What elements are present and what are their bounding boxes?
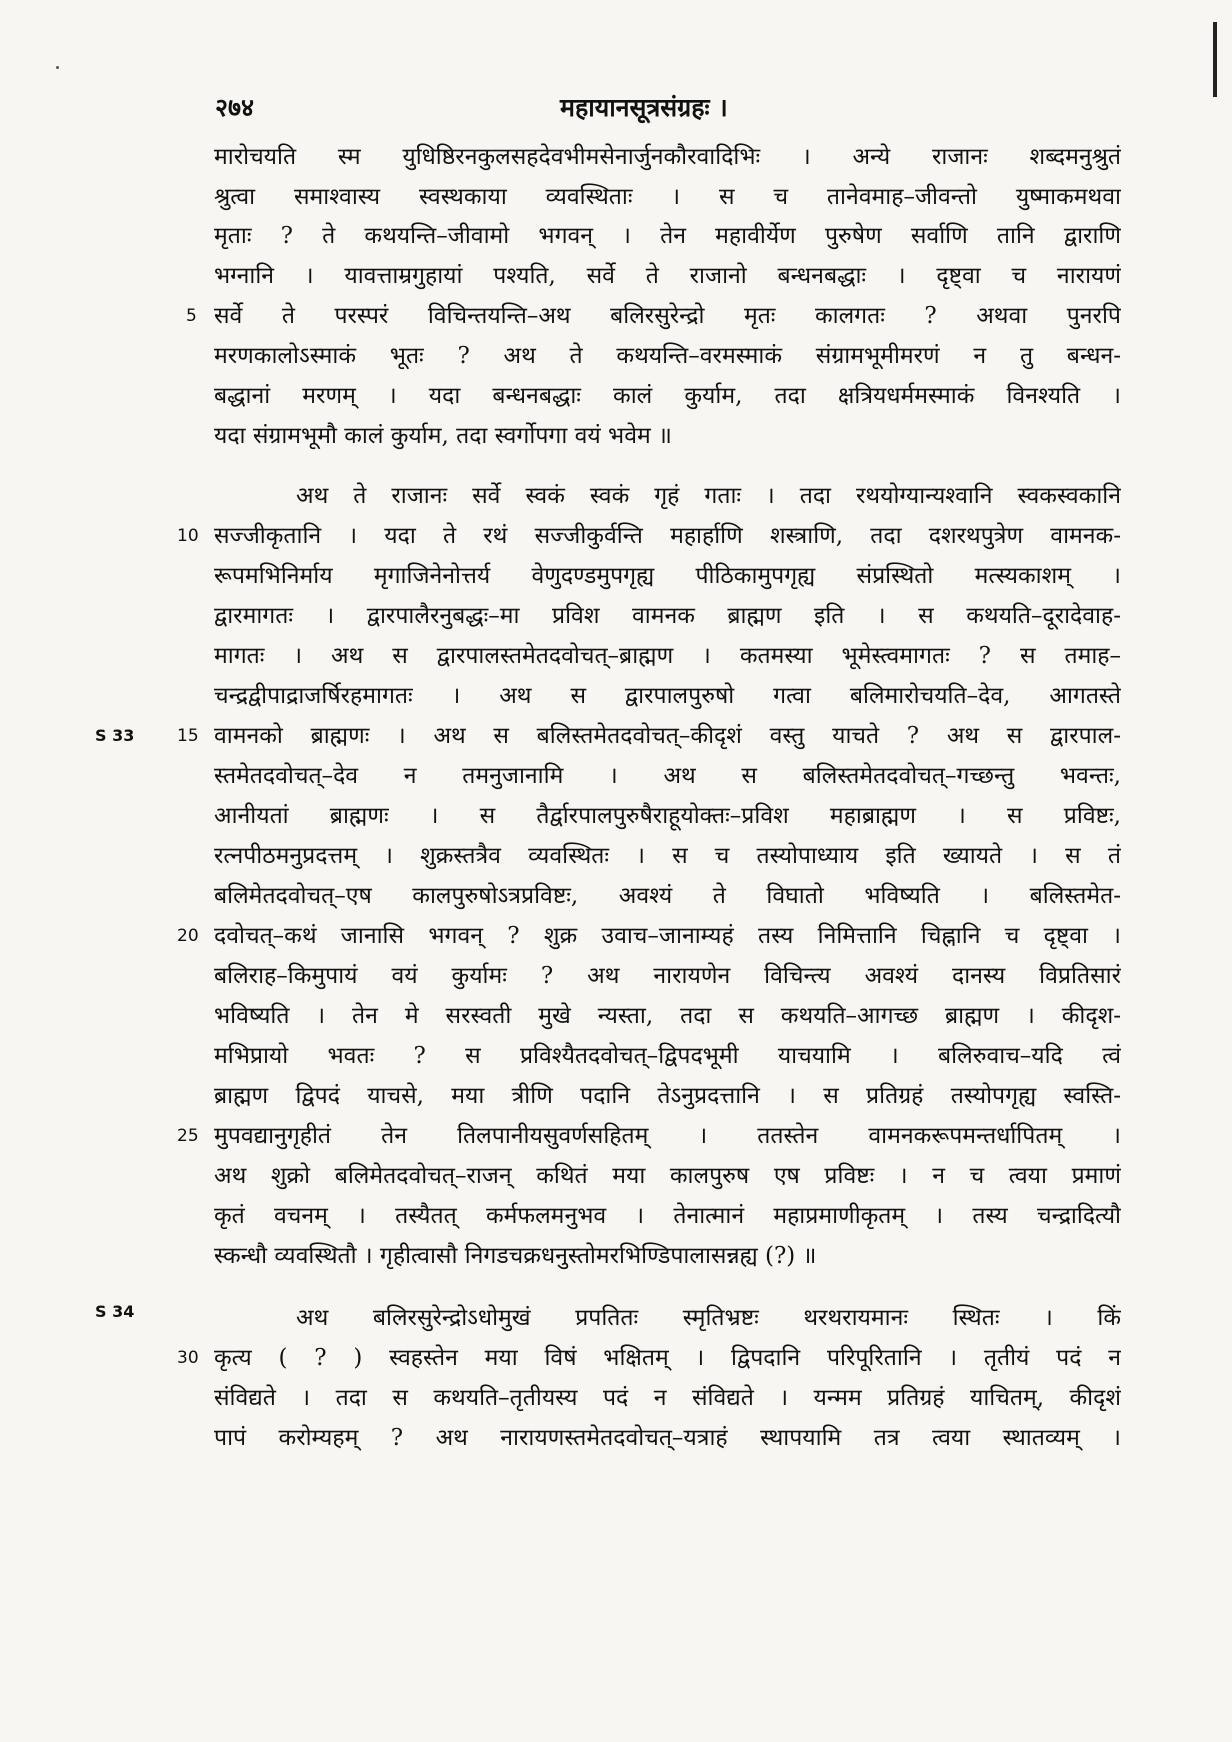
page-header	[0, 90, 1232, 130]
text-line: संविद्यते । तदा स कथयति–तृतीयस्य पदं न संविद्यते । यन्मम प्रतिग्रहं याचितम्, कीदृशं	[214, 1385, 1121, 1411]
text-line: बद्धानां मरणम् । यदा बन्धनबद्धाः कालं कुर्याम, तदा क्षत्रियधर्ममस्माकं विनश्यति ।	[214, 383, 1121, 409]
text-line: कृत्य ( ? ) स्वहस्तेन मया विषं भक्षितम् । द्विपदानि परिपूरितानि । तृतीयं पदं न	[214, 1345, 1121, 1371]
text-line: बलिमेतदवोचत्–एष कालपुरुषोऽत्रप्रविष्टः, अवश्यं ते विघातो भविष्यति । बलिस्तमेत-	[214, 883, 1121, 909]
text-line: सर्वे ते परस्परं विचिन्तयन्ति–अथ बलिरसुरेन्द्रो मृतः कालगतः ? अथवा पुनरपि	[214, 303, 1121, 329]
text-line: मागतः । अथ स द्वारपालस्तमेतदवोचत्–ब्राह्मण । कतमस्या भूमेस्त्वमागतः ? स तमाह–	[214, 643, 1121, 669]
text-line: भग्नानि । यावत्ताम्रगुहायां पश्यति, सर्वे ते राजानो बन्धनबद्धाः । दृष्ट्वा च नारायणं	[214, 263, 1121, 289]
page-number: २७४	[215, 93, 255, 122]
text-line: भविष्यति । तेन मे सरस्वती मुखे न्यस्ता, तदा स कथयति–आगच्छ ब्राह्मण । कीदृश-	[214, 1003, 1121, 1029]
text-line: चन्द्रद्वीपाद्राजर्षिरहमागतः । अथ स द्वारपालपुरुषो गत्वा बलिमारोचयति–देव, आगतस्ते	[214, 683, 1121, 709]
text-line: रूपमभिनिर्माय मृगाजिनेनोत्तर्य वेणुदण्डमुपगृह्य पीठिकामुपगृह्य संप्रस्थितो मत्स्यकाशम् ।	[214, 563, 1121, 589]
text-line: श्रुत्वा समाश्वास्य स्वस्थकाया व्यवस्थिताः । स च तानेवमाह–जीवन्तो युष्माकमथवा	[214, 184, 1121, 210]
text-line: मरणकालोऽस्माकं भूतः ? अथ ते कथयन्ति–वरमस्माकं संग्रामभूमीमरणं न तु बन्धन-	[214, 343, 1121, 369]
running-title: महायानसूत्रसंग्रहः ।	[560, 93, 728, 122]
text-line: स्कन्धौ व्यवस्थितौ । गृहीत्वासौ निगडचक्रधनुस्तोमरभिण्डिपालासन्नह्य (?) ॥	[214, 1243, 817, 1269]
text-line: कृतं वचनम् । तस्यैतत् कर्मफलमनुभव । तेनात्मानं महाप्रमाणीकृतम् । तस्य चन्द्रादित्यौ	[214, 1203, 1121, 1229]
text-line: यदा संग्रामभूमौ कालं कुर्याम, तदा स्वर्गोपगा वयं भवेम ॥	[214, 423, 672, 449]
text-line: पापं करोम्यहम् ? अथ नारायणस्तमेतदवोचत्–यत्राहं स्थापयामि तत्र त्वया स्थातव्यम् ।	[214, 1425, 1121, 1451]
text-line: आनीयतां ब्राह्मणः । स तैर्द्वारपालपुरुषैराहूयोक्तः–प्रविश महाब्राह्मण । स प्रविष्टः,	[214, 803, 1121, 829]
text-line: वामनको ब्राह्मणः । अथ स बलिस्तमेतदवोचत्–कीदृशं वस्तु याचते ? अथ स द्वारपाल-	[214, 723, 1121, 749]
text-line: बलिराह–किमुपायं वयं कुर्यामः ? अथ नारायणेन विचिन्त्य अवश्यं दानस्य विप्रतिसारं	[214, 963, 1121, 989]
text-line: मारोचयति स्म युधिष्ठिरनकुलसहदेवभीमसेनार्जुनकौरवादिभिः । अन्ये राजानः शब्दमनुश्रुतं	[214, 144, 1121, 170]
text-line: मुपवद्यानुगृहीतं तेन तिलपानीयसुवर्णसहितम् । ततस्तेन वामनकरूपमन्तर्धापितम् ।	[214, 1123, 1121, 1149]
text-line: द्वारमागतः । द्वारपालैरनुबद्धः–मा प्रविश वामनक ब्राह्मण इति । स कथयति–दूरादेवाह-	[214, 603, 1121, 629]
line-number: 30	[177, 1348, 199, 1368]
line-number: 15	[177, 726, 199, 746]
text-line: अथ शुक्रो बलिमेतदवोचत्–राजन् कथितं मया कालपुरुष एष प्रविष्टः । न च त्वया प्रमाणं	[214, 1163, 1121, 1189]
line-number: 10	[177, 526, 199, 546]
text-line: मृताः ? ते कथयन्ति–जीवामो भगवन् । तेन महावीर्येण पुरुषेण सर्वाणि तानि द्वाराणि	[214, 223, 1121, 249]
scan-speck	[56, 66, 59, 69]
text-line: सज्जीकृतानि । यदा ते रथं सज्जीकुर्वन्ति महार्हाणि शस्त्राणि, तदा दशरथपुत्रेण वामनक-	[214, 523, 1121, 549]
text-line: अथ ते राजानः सर्वे स्वकं स्वकं गृहं गताः । तदा रथयोग्यान्यश्वानि स्वकस्वकानि	[296, 483, 1121, 509]
line-number: 25	[177, 1126, 199, 1146]
text-line: मभिप्रायो भवतः ? स प्रविश्यैतदवोचत्–द्विपदभूमी याचयामि । बलिरुवाच–यदि त्वं	[214, 1043, 1121, 1069]
text-line: ब्राह्मण द्विपदं याचसे, मया त्रीणि पदानि तेऽनुप्रदत्तानि । स प्रतिग्रहं तस्योपगृह्य स्वस्ति-	[214, 1083, 1121, 1109]
sutra-reference: S 33	[95, 726, 135, 745]
text-line: अथ बलिरसुरेन्द्रोऽधोमुखं प्रपतितः स्मृतिभ्रष्टः थरथरायमानः स्थितः । किं	[296, 1305, 1121, 1331]
line-number: 5	[186, 306, 197, 326]
sutra-reference: S 34	[95, 1302, 135, 1321]
text-line: रत्नपीठमनुप्रदत्तम् । शुक्रस्तत्रैव व्यवस्थितः । स च तस्योपाध्याय इति ख्यायते । स तं	[214, 843, 1121, 869]
text-line: स्तमेतदवोचत्–देव न तमनुजानामि । अथ स बलिस्तमेतदवोचत्–गच्छन्तु भवन्तः,	[214, 763, 1121, 789]
page-edge-mark	[1213, 22, 1217, 97]
line-number: 20	[177, 926, 199, 946]
text-line: दवोचत्–कथं जानासि भगवन् ? शुक्र उवाच–जानाम्यहं तस्य निमित्तानि चिह्नानि च दृष्ट्वा ।	[214, 923, 1121, 949]
